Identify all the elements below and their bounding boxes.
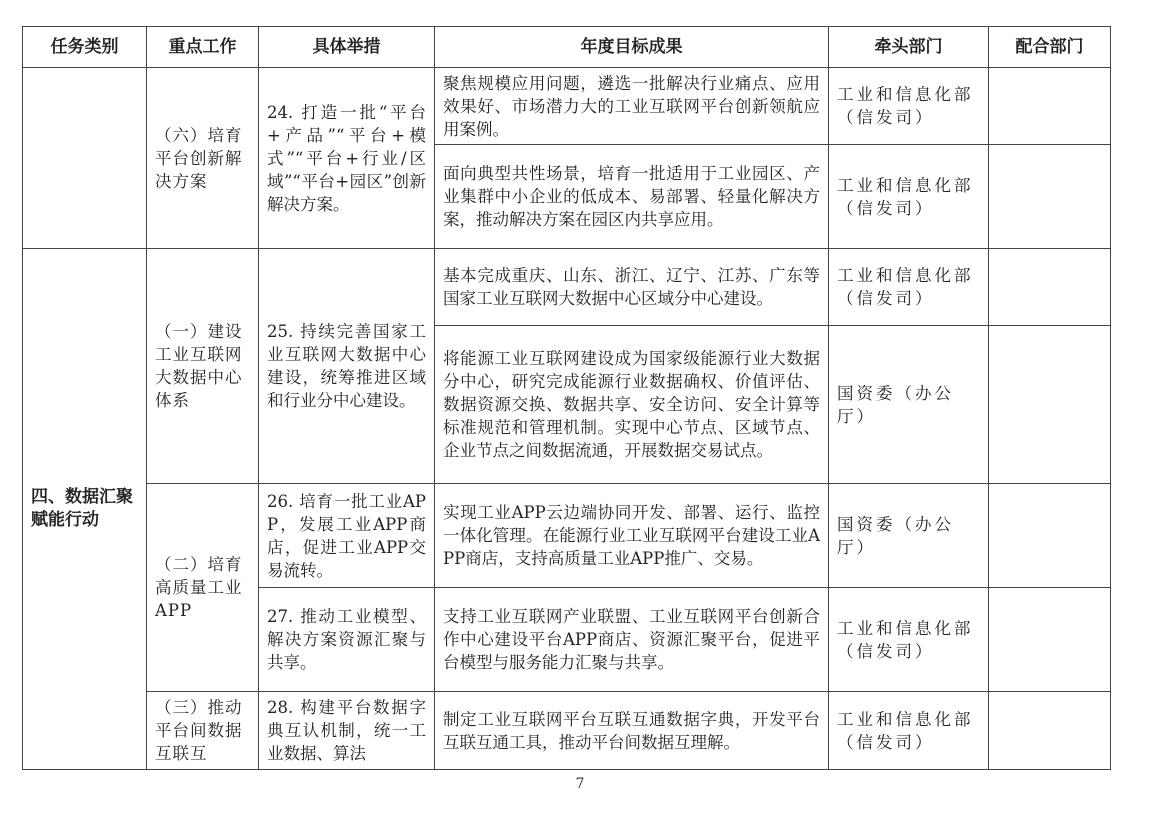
header-lead-department: 牵头部门 [829,27,989,68]
lead-department-cell: 国资委（办公厅） [829,326,989,484]
header-specific-measures: 具体举措 [259,27,435,68]
table-row [23,692,1111,770]
coop-department-cell [989,588,1111,692]
target-cell: 将能源工业互联网建设成为国家级能源行业大数据分中心，研究完成能源行业数据确权、价值评估、数据资源交换、数据共享、安全访问、安全计算等标准规范和管理机制。实现中心节点、区域节点、企业节点之间数据流通，开展数据交易试点。 [435,326,829,484]
header-key-work: 重点工作 [147,27,259,68]
measure-cell: 26. 培育一批工业APP，发展工业APP商店，促进工业APP交易流转。 [259,484,435,588]
coop-department-cell [989,692,1111,770]
target-cell: 制定工业互联网平台互联互通数据字典，开发平台互联互通工具，推动平台间数据互理解。 [435,692,829,770]
target-cell: 聚焦规模应用问题，遴选一批解决行业痛点、应用效果好、市场潜力大的工业互联网平台创新领航应用案例。 [435,68,829,145]
category-cell: 四、数据汇聚赋能行动 [23,249,147,770]
measure-cell: 28. 构建平台数据字典互认机制，统一工业数据、算法 [259,692,435,770]
measure-cell: 24. 打造一批“平台+产品”“平台+模式”“平台+行业/区域”“平台+园区”创新解决方案。 [259,68,435,249]
lead-department-cell: 国资委（办公厅） [829,484,989,588]
key-work-cell: （二）培育高质量工业APP [147,484,259,692]
lead-department-cell: 工业和信息化部（信发司） [829,68,989,145]
measure-cell: 25. 持续完善国家工业互联网大数据中心建设，统筹推进区域和行业分中心建设。 [259,249,435,484]
page-number: 7 [575,776,585,792]
lead-department-cell: 工业和信息化部（信发司） [829,588,989,692]
target-cell: 实现工业APP云边端协同开发、部署、运行、监控一体化管理。在能源行业工业互联网平台建设工业APP商店，支持高质量工业APP推广、交易。 [435,484,829,588]
key-work-cell: （三）推动平台间数据互联互 [147,692,259,770]
lead-department-cell: 工业和信息化部（信发司） [829,145,989,249]
table-row [23,249,1111,326]
coop-department-cell [989,249,1111,326]
measure-cell: 27. 推动工业模型、解决方案资源汇聚与共享。 [259,588,435,692]
coop-department-cell [989,484,1111,588]
coop-department-cell [989,68,1111,145]
target-cell: 支持工业互联网产业联盟、工业互联网平台创新合作中心建设平台APP商店、资源汇聚平台，促进平台模型与服务能力汇聚与共享。 [435,588,829,692]
key-work-cell: （一）建设工业互联网大数据中心体系 [147,249,259,484]
table-row [23,484,1111,588]
lead-department-cell: 工业和信息化部（信发司） [829,692,989,770]
coop-department-cell [989,326,1111,484]
category-cell-empty [23,68,147,249]
target-cell: 面向典型共性场景，培育一批适用于工业园区、产业集群中小企业的低成本、易部署、轻量化解决方案，推动解决方案在园区内共享应用。 [435,145,829,249]
key-work-cell: （六）培育平台创新解决方案 [147,68,259,249]
target-cell: 基本完成重庆、山东、浙江、辽宁、江苏、广东等国家工业互联网大数据中心区域分中心建设。 [435,249,829,326]
header-task-category: 任务类别 [23,27,147,68]
table-header-row [23,27,1111,68]
coop-department-cell [989,145,1111,249]
table-row [23,68,1111,145]
header-cooperating-department: 配合部门 [989,27,1111,68]
work-plan-table [22,26,1111,770]
lead-department-cell: 工业和信息化部（信发司） [829,249,989,326]
header-annual-target: 年度目标成果 [435,27,829,68]
